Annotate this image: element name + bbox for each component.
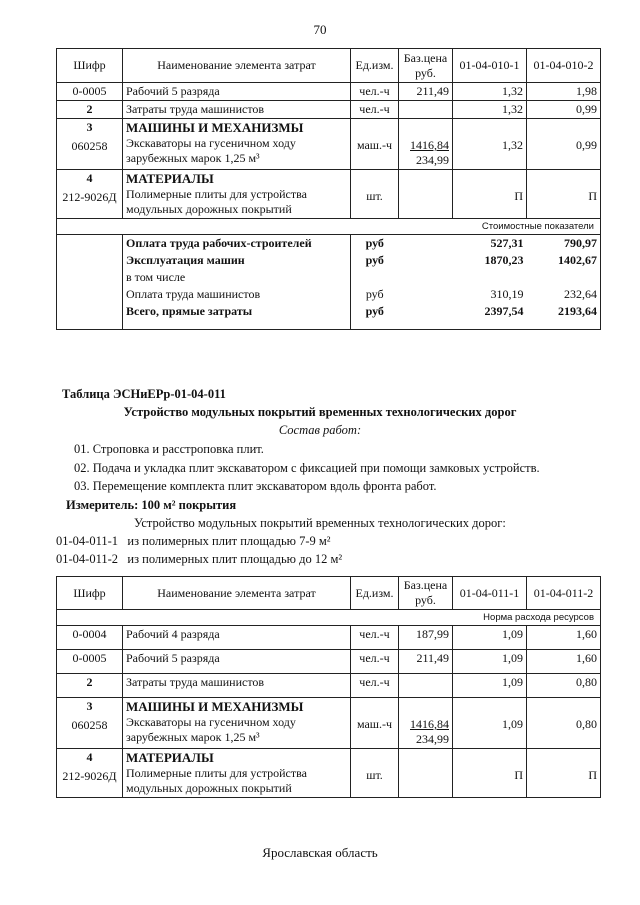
row-name: Рабочий 4 разряда	[123, 626, 351, 650]
col-unit-header: Ед.изм.	[351, 577, 399, 610]
row-unit: шт.	[351, 170, 399, 219]
resource-table-2	[56, 576, 601, 798]
row-code: 4 212-9026Д	[57, 170, 123, 219]
row-name: МАШИНЫ И МЕХАНИЗМЫ Экскаваторы на гусеничном ходу зарубежных марок 1,25 м³	[123, 119, 351, 170]
table-row	[57, 674, 601, 698]
summary-row	[57, 303, 601, 329]
row-unit: чел.-ч	[351, 83, 399, 101]
meter-label: Измеритель: 100 м² покрытия	[66, 498, 237, 512]
row-value-2: 0,80	[527, 698, 601, 749]
row-value-2: 0,99	[527, 119, 601, 170]
row-price: 211,49	[399, 83, 453, 101]
summary-value-2: 790,97	[527, 235, 601, 253]
work-item: 02. Подача и укладка плит экскаватором с фиксацией при помощи замковых устройств.	[74, 461, 540, 475]
col-name-header: Наименование элемента затрат	[123, 49, 351, 83]
summary-value-1: 527,31	[490, 236, 524, 250]
work-item: 03. Перемещение комплекта плит экскаватором вдоль фронта работ.	[74, 479, 437, 493]
summary-unit: руб	[365, 287, 384, 301]
summary-value-2: 232,64	[527, 286, 601, 303]
list-item: 01-04-011-2 из полимерных плит площадью до 12 м²	[56, 552, 343, 566]
col-price-header: Баз.цена руб.	[399, 577, 453, 610]
page-number: 70	[313, 22, 327, 37]
row-value-1: 1,32	[453, 101, 527, 119]
table-row	[57, 119, 601, 170]
row-code: 4 212-9026Д	[57, 749, 123, 798]
summary-unit: руб	[351, 303, 399, 329]
row-value-1: 1,09	[453, 650, 527, 674]
summary-value-1: 2397,54	[453, 303, 527, 329]
row-value-2: П	[527, 749, 601, 798]
row-code: 0-0005	[57, 650, 123, 674]
summary-name: Всего, прямые затраты	[123, 303, 351, 329]
row-price: 1416,84 234,99	[399, 119, 453, 170]
col-code-header: Шифр	[57, 49, 123, 83]
row-unit: чел.-ч	[351, 626, 399, 650]
row-name: Затраты труда машинистов	[123, 101, 351, 119]
row-name: МАТЕРИАЛЫ Полимерные плиты для устройства модульных дорожных покрытий	[123, 170, 351, 219]
row-value-2: П	[527, 170, 601, 219]
col-code-header: Шифр	[57, 577, 123, 610]
resource-norm-subheader: Норма расхода ресурсов	[57, 610, 601, 626]
work-item: 01. Строповка и расстроповка плит.	[74, 442, 264, 456]
row-unit: маш.-ч	[351, 698, 399, 749]
row-value-1: П	[453, 749, 527, 798]
summary-row	[57, 235, 601, 253]
summary-unit: руб	[365, 236, 384, 250]
summary-name: Оплата труда рабочих-строителей	[123, 235, 351, 253]
row-code: 2	[57, 674, 123, 698]
row-name: Рабочий 5 разряда	[123, 650, 351, 674]
intro-text: Устройство модульных покрытий временных технологических дорог:	[134, 516, 506, 530]
summary-row	[57, 269, 601, 286]
row-name: Затраты труда машинистов	[123, 674, 351, 698]
table-row	[57, 170, 601, 219]
col-price-header: Баз.цена руб.	[399, 49, 453, 83]
summary-unit: руб	[365, 253, 384, 267]
row-value-2: 0,99	[527, 101, 601, 119]
row-unit: чел.-ч	[351, 101, 399, 119]
page-footer: Ярославская область	[262, 845, 378, 860]
summary-value-1: 1870,23	[484, 253, 524, 267]
summary-value-2: 2193,64	[527, 303, 601, 329]
row-code: 0-0004	[57, 626, 123, 650]
composition-label: Состав работ:	[278, 423, 362, 437]
row-unit: чел.-ч	[351, 650, 399, 674]
row-code: 3 060258	[57, 698, 123, 749]
table-row	[57, 101, 601, 119]
row-value-2: 1,60	[527, 650, 601, 674]
row-value-1: П	[453, 170, 527, 219]
row-code: 3 060258	[57, 119, 123, 170]
row-value-1: 1,09	[453, 698, 527, 749]
table-row	[57, 749, 601, 798]
table-row	[57, 650, 601, 674]
summary-name: в том числе	[123, 269, 351, 286]
table-row	[57, 698, 601, 749]
row-unit: шт.	[351, 749, 399, 798]
summary-name: Оплата труда машинистов	[123, 286, 351, 303]
summary-row	[57, 286, 601, 303]
row-unit: маш.-ч	[351, 119, 399, 170]
summary-value-1: 310,19	[490, 287, 524, 301]
row-price: 187,99	[399, 626, 453, 650]
row-value-1: 1,09	[453, 674, 527, 698]
row-value-2: 0,80	[527, 674, 601, 698]
table-row	[57, 626, 601, 650]
table-row	[57, 83, 601, 101]
col-code1-header: 01-04-011-1	[453, 577, 527, 610]
row-code: 0-0005	[57, 83, 123, 101]
col-code2-header: 01-04-010-2	[527, 49, 601, 83]
table-label: Таблица ЭСНиЕРр-01-04-011	[62, 387, 226, 401]
row-price: 211,49	[399, 650, 453, 674]
section-title: Устройство модульных покрытий временных технологических дорог	[123, 405, 517, 419]
row-value-1: 1,32	[453, 83, 527, 101]
cost-indicators-subheader: Стоимостные показатели	[57, 219, 601, 235]
row-price: 1416,84 234,99	[399, 698, 453, 749]
col-code2-header: 01-04-011-2	[527, 577, 601, 610]
row-unit: чел.-ч	[351, 674, 399, 698]
row-name: Рабочий 5 разряда	[123, 83, 351, 101]
row-code: 2	[57, 101, 123, 119]
row-value-2: 1,60	[527, 626, 601, 650]
row-value-1: 1,09	[453, 626, 527, 650]
summary-name: Эксплуатация машин	[123, 252, 351, 269]
row-value-1: 1,32	[453, 119, 527, 170]
summary-value-2: 1402,67	[527, 252, 601, 269]
resource-table-1	[56, 48, 601, 330]
col-unit-header: Ед.изм.	[351, 49, 399, 83]
col-code1-header: 01-04-010-1	[453, 49, 527, 83]
row-name: МАТЕРИАЛЫ Полимерные плиты для устройства модульных дорожных покрытий	[123, 749, 351, 798]
row-name: МАШИНЫ И МЕХАНИЗМЫ Экскаваторы на гусеничном ходу зарубежных марок 1,25 м³	[123, 698, 351, 749]
summary-row	[57, 252, 601, 269]
row-value-2: 1,98	[527, 83, 601, 101]
col-name-header: Наименование элемента затрат	[123, 577, 351, 610]
list-item: 01-04-011-1 из полимерных плит площадью 7-9 м²	[56, 534, 331, 548]
